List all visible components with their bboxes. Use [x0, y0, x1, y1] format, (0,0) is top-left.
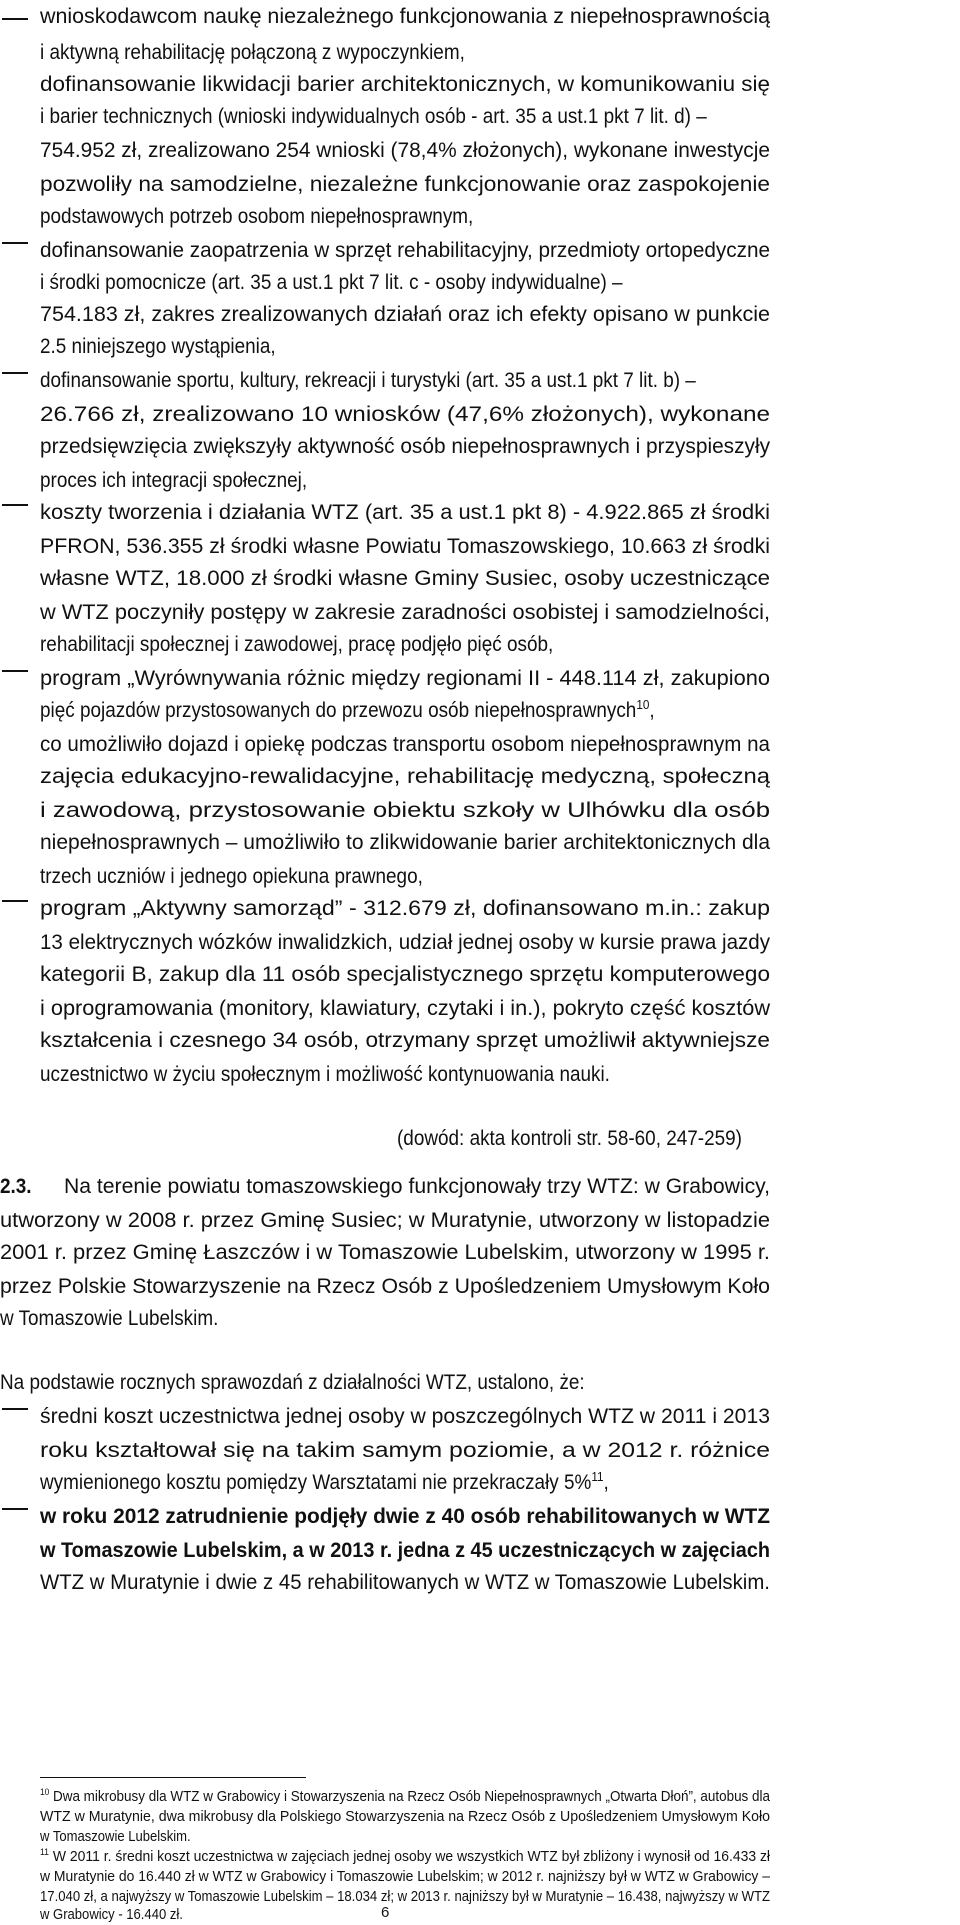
body-line: dofinansowanie zaopatrzenia w sprzęt rehabilitacyjny, przedmioty ortopedyczne: [40, 238, 771, 262]
body-line: dofinansowanie likwidacji barier architektonicznych, w komunikowaniu się: [40, 72, 770, 96]
footnote-number: 11: [40, 1847, 49, 1858]
footnote-line: 17.040 zł, a najwyższy w Tomaszowie Lubelskim – 18.034 zł; w 2013 r. najniższy był w Muratynie – 16.438, najwyższy w WTZ: [40, 1889, 770, 1905]
body-line: program „Wyrównywania różnic między regionami II - 448.114 zł, zakupiono: [40, 666, 770, 690]
bullet-dash: [2, 670, 28, 672]
body-line: podstawowych potrzeb osobom niepełnosprawnym,: [40, 204, 474, 228]
body-line: w Tomaszowie Lubelskim.: [0, 1306, 219, 1330]
body-line: 26.766 zł, zrealizowano 10 wniosków (47,6% złożonych), wykonane: [40, 402, 771, 426]
evidence-reference: (dowód: akta kontroli str. 58-60, 247-259): [397, 1126, 742, 1150]
body-line: rehabilitacji społecznej i zawodowej, pracę podjęło pięć osób,: [40, 632, 554, 656]
body-line: 2.5 niniejszego wystąpienia,: [40, 334, 276, 358]
body-line: trzech uczniów i jednego opiekuna prawnego,: [40, 864, 423, 888]
section-number: 2.3.: [0, 1174, 32, 1198]
body-line: WTZ w Muratynie i dwie z 45 rehabilitowanych w WTZ w Tomaszowie Lubelskim.: [40, 1570, 770, 1594]
body-line: pięć pojazdów przystosowanych do przewozu osób niepełnosprawnych$^{10}$,: [40, 696, 655, 722]
body-line: kategorii B, zakup dla 11 osób specjalistycznego sprzętu komputerowego: [40, 962, 770, 986]
footnote-line: w Muratynie do 16.440 zł w WTZ w Grabowicy i Tomaszowie Lubelskim; w 2012 r. najniższy był w WTZ w Grabowicy –: [40, 1869, 771, 1885]
bullet-dash: [2, 1408, 28, 1410]
footnote-line: w Tomaszowie Lubelskim.: [40, 1829, 191, 1845]
body-line: Na terenie powiatu tomaszowskiego funkcjonowały trzy WTZ: w Grabowicy,: [64, 1174, 771, 1198]
body-line: roku kształtował się na takim samym poziomie, a w 2012 r. różnice: [40, 1438, 771, 1462]
body-line: w roku 2012 zatrudnienie podjęły dwie z 40 osób rehabilitowanych w WTZ: [40, 1504, 771, 1528]
body-line: zajęcia edukacyjno-rewalidacyjne, rehabilitację medyczną, społeczną: [40, 764, 771, 788]
bullet-dash: [2, 504, 28, 506]
bullet-dash: [2, 1508, 28, 1510]
body-line: niepełnosprawnych – umożliwiło to zlikwidowanie barier architektonicznych dla: [40, 830, 771, 854]
body-line: 754.952 zł, zrealizowano 254 wnioski (78,4% złożonych), wykonane inwestycje: [40, 138, 770, 162]
body-line: i oprogramowania (monitory, klawiatury, czytaki i in.), pokryto część kosztów: [40, 996, 771, 1020]
body-line: co umożliwiło dojazd i opiekę podczas transportu osobom niepełnosprawnym na: [40, 732, 770, 756]
body-line: średni koszt uczestnictwa jednej osoby w poszczególnych WTZ w 2011 i 2013: [40, 1404, 770, 1428]
page-number: 6: [381, 1904, 390, 1921]
body-line: 2001 r. przez Gminę Łaszczów i w Tomaszowie Lubelskim, utworzony w 1995 r.: [0, 1240, 771, 1264]
body-line: w Tomaszowie Lubelskim, a w 2013 r. jedna z 45 uczestniczących w zajęciach: [40, 1538, 771, 1562]
footnote-number: 10: [40, 1787, 50, 1798]
body-line: program „Aktywny samorząd” - 312.679 zł, dofinansowano m.in.: zakup: [40, 896, 771, 920]
footnote-line: WTZ w Muratynie, dwa mikrobusy dla Polskiego Stowarzyszenia na Rzecz Osób z Upośledzeniem Umysłowym Koło: [40, 1809, 771, 1825]
bullet-dash: [2, 900, 28, 902]
body-line: i barier technicznych (wnioski indywidualnych osób - art. 35 a ust.1 pkt 7 lit. d) –: [40, 104, 707, 128]
body-line: przez Polskie Stowarzyszenie na Rzecz Osób z Upośledzeniem Umysłowym Koło: [0, 1274, 770, 1298]
footnote-ref[interactable]: 11: [591, 1468, 604, 1484]
footnote-line: $^{11}$ W 2011 r. średni koszt uczestnictwa w zajęciach jednej osoby we wszystkich WTZ był zbliżony i wynosił od 16.433 zł: [40, 1847, 771, 1865]
body-line: 13 elektrycznych wózków inwalidzkich, udział jednej osoby w kursie prawa jazdy: [40, 930, 771, 954]
footnote-separator: [40, 1777, 306, 1778]
body-line: PFRON, 536.355 zł środki własne Powiatu Tomaszowskiego, 10.663 zł środki: [40, 534, 770, 558]
body-line: i środki pomocnicze (art. 35 a ust.1 pkt 7 lit. c - osoby indywidualne) –: [40, 270, 623, 294]
footnote-line: w Grabowicy - 16.440 zł.: [40, 1907, 183, 1923]
footnote-ref[interactable]: 10: [636, 696, 650, 712]
body-line: Na podstawie rocznych sprawozdań z działalności WTZ, ustalono, że:: [0, 1370, 585, 1394]
body-line: własne WTZ, 18.000 zł środki własne Gminy Susiec, osoby uczestniczące: [40, 566, 770, 590]
body-line: utworzony w 2008 r. przez Gminę Susiec; w Muratynie, utworzony w listopadzie: [0, 1208, 771, 1232]
body-line: koszty tworzenia i działania WTZ (art. 35 a ust.1 pkt 8) - 4.922.865 zł środki: [40, 500, 771, 524]
body-line: wnioskodawcom naukę niezależnego funkcjonowania z niepełnosprawnością: [40, 4, 771, 28]
body-line: proces ich integracji społecznej,: [40, 468, 308, 492]
body-line: i aktywną rehabilitację połączoną z wypoczynkiem,: [40, 40, 465, 64]
bullet-dash: [2, 18, 28, 20]
body-line: 754.183 zł, zakres zrealizowanych działań oraz ich efekty opisano w punkcie: [40, 302, 771, 326]
body-line: kształcenia i czesnego 34 osób, otrzymany sprzęt umożliwił aktywniejsze: [40, 1028, 770, 1052]
body-line: uczestnictwo w życiu społecznym i możliwość kontynuowania nauki.: [40, 1062, 610, 1086]
body-line: dofinansowanie sportu, kultury, rekreacji i turystyki (art. 35 a ust.1 pkt 7 lit. b) –: [40, 368, 696, 392]
body-line: pozwoliły na samodzielne, niezależne funkcjonowanie oraz zaspokojenie: [40, 172, 770, 196]
body-line: i zawodową, przystosowanie obiektu szkoły w Ulhówku dla osób: [40, 798, 770, 822]
body-line: w WTZ poczyniły postępy w zakresie zaradności osobistej i samodzielności,: [40, 600, 771, 624]
bullet-dash: [2, 372, 28, 374]
bullet-dash: [2, 242, 28, 244]
body-line: przedsięwzięcia zwiększyły aktywność osób niepełnosprawnych i przyspieszyły: [40, 434, 771, 458]
body-line: wymienionego kosztu pomiędzy Warsztatami nie przekraczały 5%$^{11}$,: [40, 1468, 609, 1494]
footnote-line: $^{10}$ Dwa mikrobusy dla WTZ w Grabowicy i Stowarzyszenia na Rzecz Osób Niepełnosprawnych „Otwarta Dłoń”, autobus dla: [40, 1787, 770, 1805]
